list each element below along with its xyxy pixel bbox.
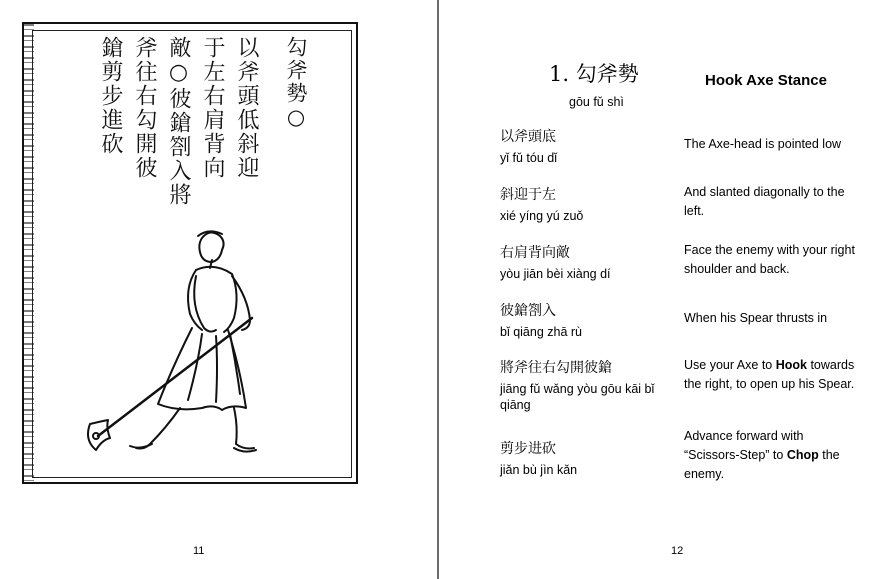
stance-title-chinese: 1. 勾斧勢 [549, 62, 639, 86]
verse-english [684, 183, 862, 221]
right-page [439, 0, 870, 579]
verse-english [684, 356, 862, 394]
verse-english [684, 309, 862, 328]
verse-english-keyword: Chop [786, 448, 819, 462]
verse-pinyin: jiǎn bù jìn kǎn [500, 463, 578, 477]
verse-english-text: When his Spear thrusts in [684, 311, 828, 325]
verse-column: 斧往右勾開彼 [132, 36, 157, 180]
verse-chinese: 彼鎗劄入 [500, 303, 556, 319]
verse-pinyin: bǐ qiāng zhā rù [500, 325, 583, 339]
verse-column-title: 勾斧勢○ [284, 36, 308, 131]
verse-pinyin: yòu jiān bèi xiàng dí [500, 267, 611, 281]
verse-column: 敵○彼鎗劄入將 [166, 36, 191, 207]
verse-columns [96, 36, 310, 207]
verse-column: 于左右肩背向 [200, 36, 225, 180]
verse-english-text: The Axe-head is pointed low [684, 137, 842, 151]
page-number: 12 [671, 545, 684, 557]
verse-english-text: the enemy. [684, 448, 840, 481]
verse-pinyin: yǐ fǔ tóu dǐ [500, 151, 557, 165]
verse-english-text: Face the enemy with your right shoulder and back. [684, 243, 855, 276]
stance-title-english: Hook Axe Stance [705, 72, 827, 89]
axe-warrior-figure [84, 224, 284, 464]
verse-column: 以斧頭低斜迎 [234, 36, 259, 180]
verse-english-text: Use your Axe to [684, 358, 776, 372]
verse-chinese: 以斧頭底 [500, 129, 556, 145]
woodblock-print [22, 22, 358, 484]
verse-english-text: And slanted diagonally to the left. [684, 185, 845, 218]
verse-pinyin: jiāng fǔ wǎng yòu gōu kāi bǐ qiāng [500, 382, 655, 412]
verse-chinese: 將斧往右勾開彼鎗 [500, 360, 612, 376]
verse-english [684, 241, 862, 279]
verse-english [684, 427, 862, 484]
verse-english-text: towards the right, to open up his Spear. [684, 358, 855, 391]
verse-english-keyword: Hook [775, 358, 807, 372]
verse-chinese: 斜迎于左 [500, 187, 556, 203]
page-number: 11 [193, 545, 205, 557]
verse-pinyin: xié yíng yú zuǒ [500, 209, 584, 223]
verse-column: 鎗剪步進砍 [98, 36, 123, 156]
verse-chinese: 剪步进砍 [500, 441, 556, 457]
verse-english-text: Advance forward with “Scissors-Step” to [684, 429, 804, 462]
verse-english [684, 135, 862, 154]
verse-chinese: 右肩背向敵 [500, 245, 570, 261]
stance-title-pinyin: gōu fǔ shì [569, 95, 624, 109]
